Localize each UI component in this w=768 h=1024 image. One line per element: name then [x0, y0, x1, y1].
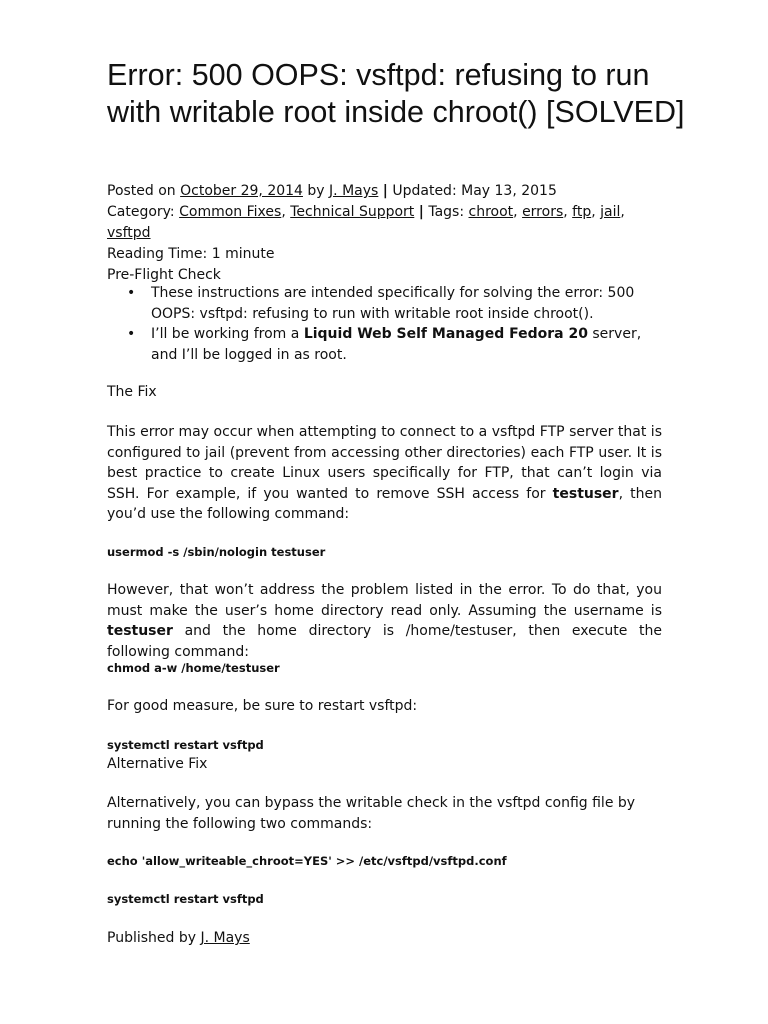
list-item — [107, 324, 657, 365]
username-bold: testuser — [552, 485, 619, 502]
tag-link-jail[interactable]: jail — [600, 204, 621, 220]
article-title: Error: 500 OOPS: vsftpd: refusing to run with writable root inside chroot() [SOLVED] — [107, 58, 685, 129]
tag-link-chroot[interactable]: chroot — [468, 204, 514, 220]
category-link-technical-support[interactable]: Technical Support — [290, 204, 415, 220]
alternative-paragraph: Alternatively, you can bypass the writable check in the vsftpd config file by running the following two commands: — [107, 795, 636, 832]
product-name: Liquid Web Self Managed Fedora 20 — [303, 326, 588, 342]
fix-heading: The Fix — [107, 384, 157, 400]
paragraph-text: , then you’d use the following command: — [107, 485, 663, 522]
preflight-item-text: server, and I’ll be logged in as root. — [151, 326, 642, 363]
tag-link-ftp[interactable]: ftp — [572, 204, 592, 220]
preflight-item-text: I’ll be working from a — [151, 326, 300, 342]
post-meta — [107, 181, 667, 286]
paragraph-text: and the home directory is /home/testuser, then execute the following command: — [107, 623, 663, 660]
published-by — [107, 928, 662, 949]
username-bold: testuser — [107, 623, 173, 639]
category-label: Category: — [107, 204, 175, 220]
command-restart: systemctl restart vsftpd — [107, 738, 264, 752]
published-author-link[interactable]: J. Mays — [200, 930, 250, 946]
posted-on-label: Posted on — [107, 183, 176, 199]
command-chmod: chmod a-w /home/testuser — [107, 661, 280, 675]
fix-paragraph-1 — [107, 422, 662, 525]
command-echo: echo 'allow_writeable_chroot=YES' >> /etc/vsftpd/vsftpd.conf — [107, 854, 507, 868]
paragraph-text: However, that won’t address the problem listed in the error. To do that, you must make the user’s home directory read only. Assuming the username is — [107, 582, 662, 619]
separator: | — [382, 183, 388, 199]
preflight-list — [107, 283, 657, 365]
preflight-heading: Pre-Flight Check — [107, 267, 221, 283]
alternative-fix-heading: Alternative Fix — [107, 756, 208, 772]
paragraph-text: This error may occur when attempting to connect to a vsftpd FTP server that is configured to jail (prevent from accessing other directories) each FTP user. It is best practice to create Linux users specifically for FTP, that can’t login via SSH. For example, if you wanted to remove SSH access for — [107, 424, 662, 502]
tag-link-vsftpd[interactable]: vsftpd — [107, 225, 151, 241]
fix-paragraph-2 — [107, 580, 662, 662]
published-label: Published by — [107, 930, 197, 946]
author-link[interactable]: J. Mays — [329, 183, 379, 199]
posted-line — [107, 181, 667, 202]
by-label: by — [307, 183, 325, 199]
preflight-item-text: These instructions are intended specifically for solving the error: 500 OOPS: vsftpd: refusing to run with writable root inside chroot(). — [151, 285, 635, 322]
tags-label: Tags: — [428, 204, 465, 220]
category-link-common-fixes[interactable]: Common Fixes — [179, 204, 282, 220]
command-usermod: usermod -s /sbin/nologin testuser — [107, 545, 326, 559]
fix-paragraph-3: For good measure, be sure to restart vsftpd: — [107, 698, 418, 714]
separator: | — [418, 204, 424, 220]
posted-date-link[interactable]: October 29, 2014 — [180, 183, 303, 199]
command-restart-2: systemctl restart vsftpd — [107, 892, 264, 906]
category-line: Category: Common Fixes, Technical Support | Tags: chroot, errors, ftp, jail, vsftpd — [107, 204, 625, 241]
tag-link-errors[interactable]: errors — [522, 204, 564, 220]
reading-time: Reading Time: 1 minute — [107, 246, 275, 262]
list-item — [107, 283, 657, 324]
updated-date: Updated: May 13, 2015 — [392, 183, 557, 199]
